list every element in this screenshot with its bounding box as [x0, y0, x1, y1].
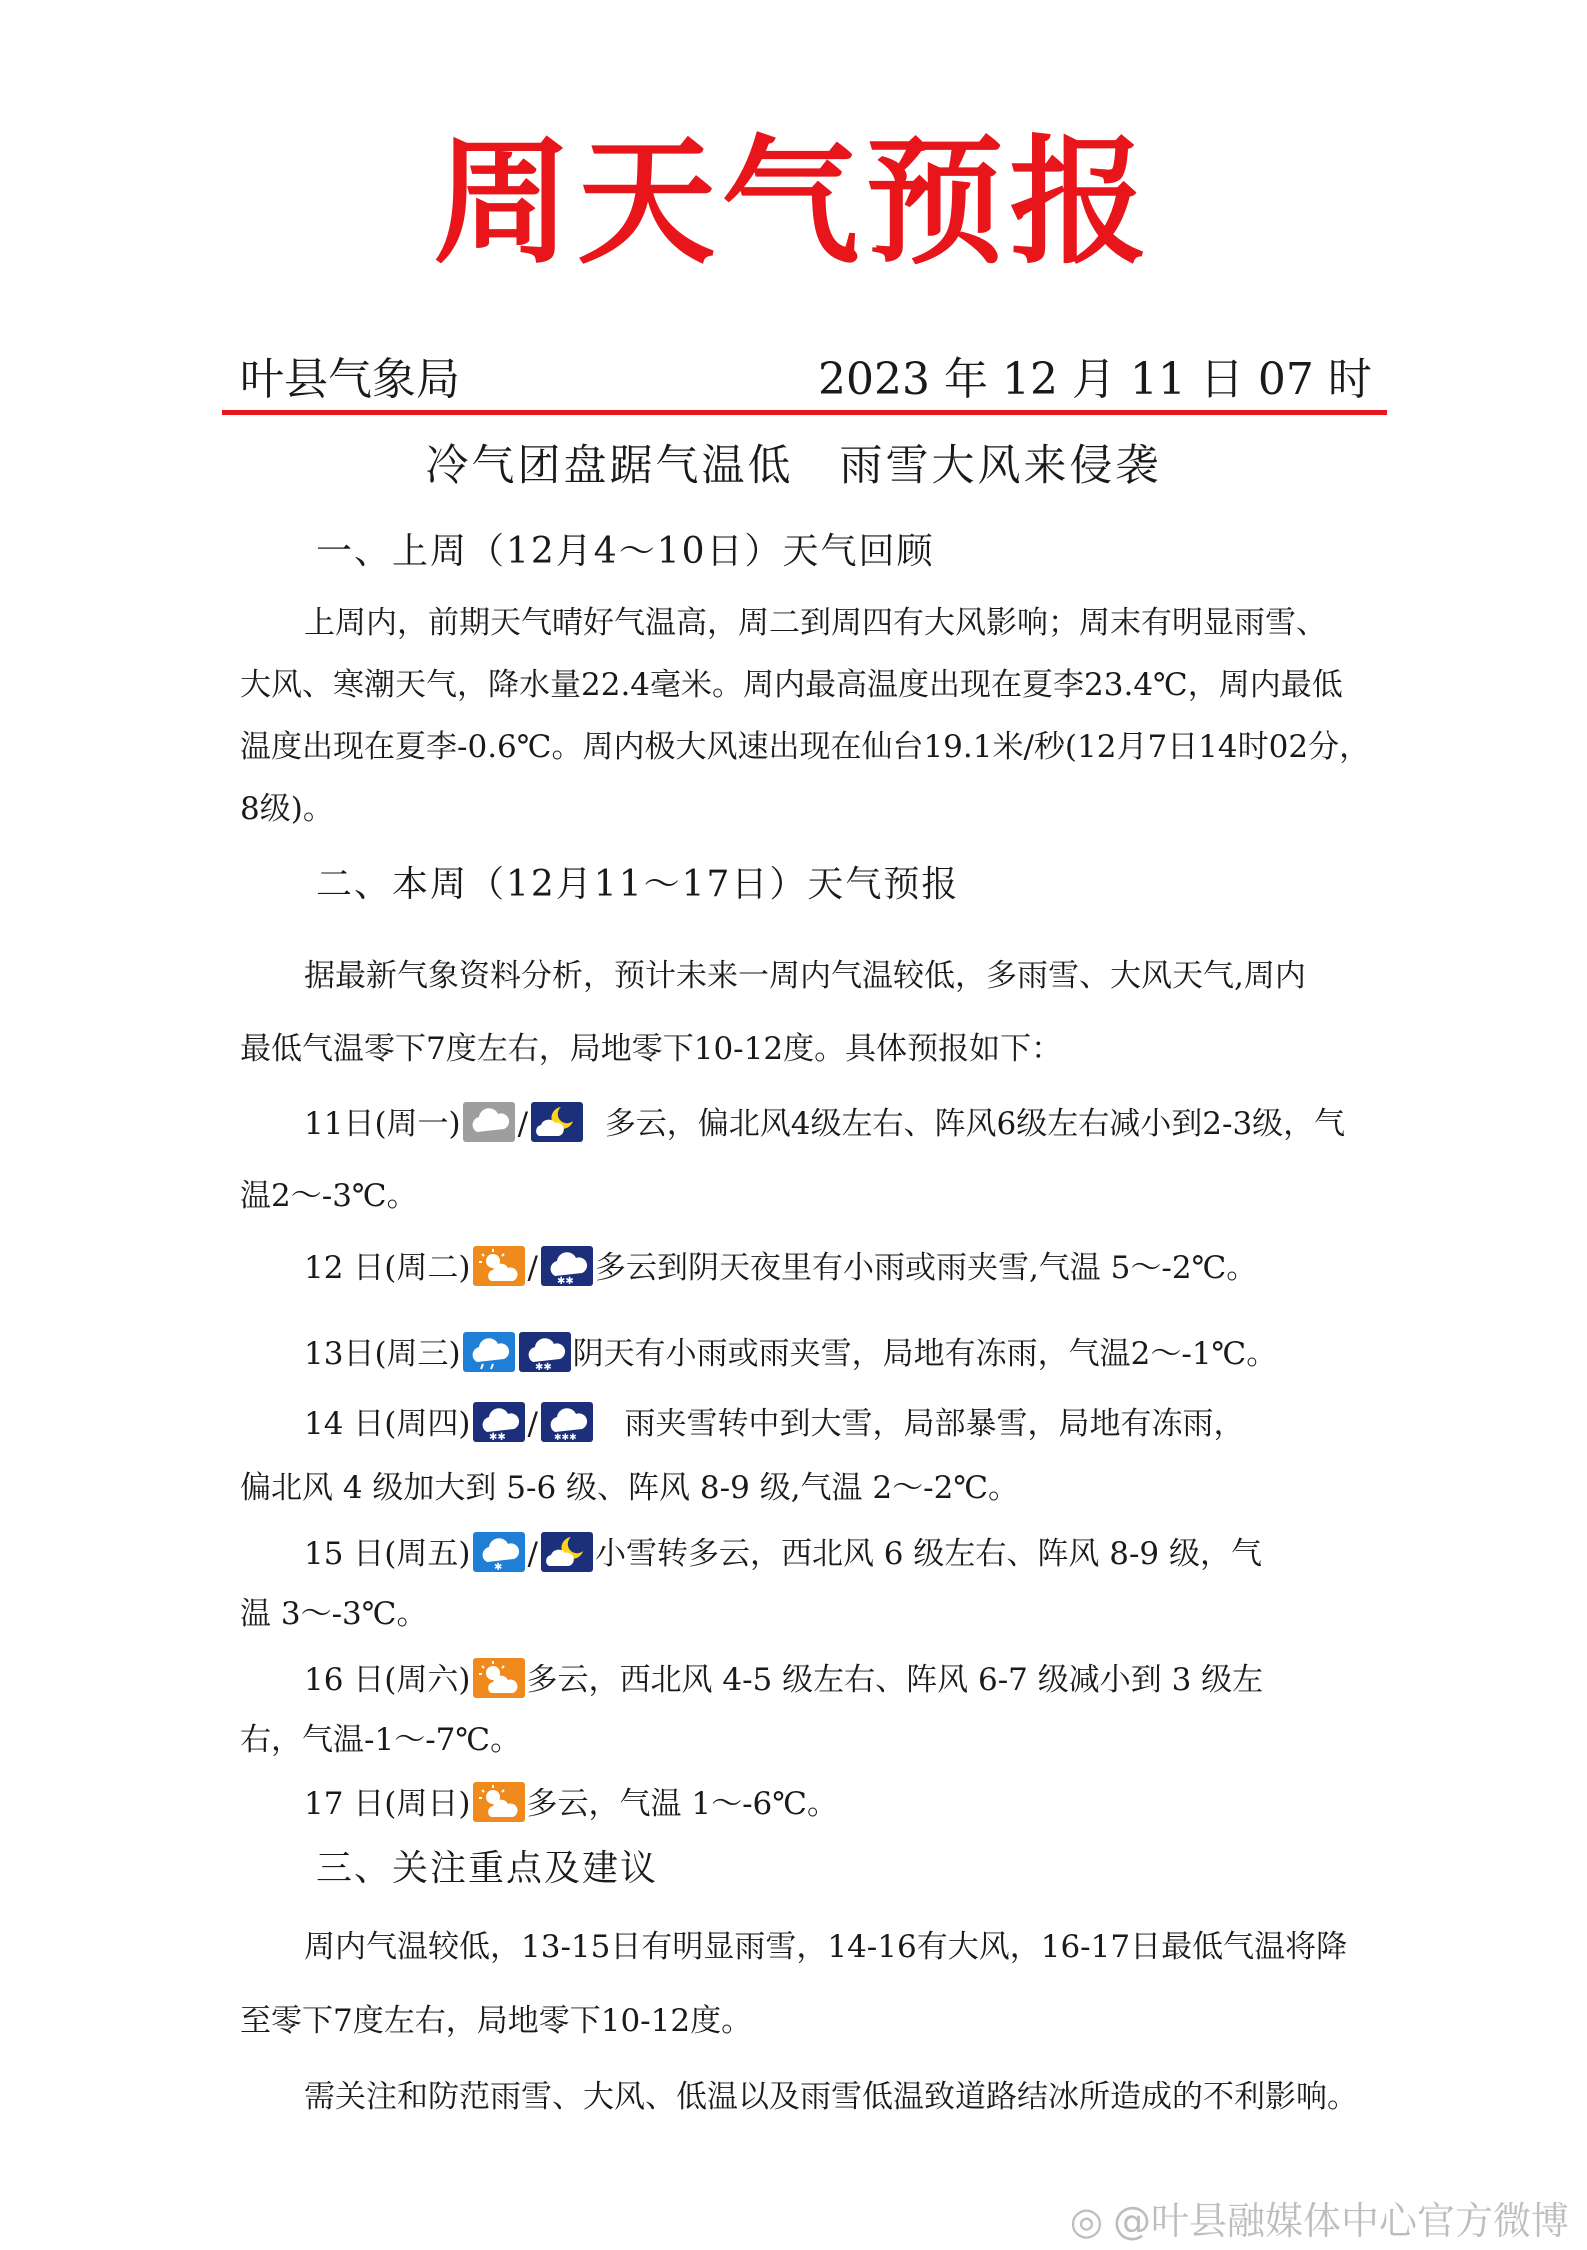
issue-datetime: 2023 年 12 月 11 日 07 时 — [818, 354, 1372, 405]
day-row-12: 12 日(周二) / ✱✱ 多云到阴天夜里有小雨或雨夹雪,气温 5～-2℃。 — [304, 1240, 1257, 1296]
watermark — [1070, 2190, 1569, 2245]
review-line-1: 上周内，前期天气晴好气温高，周二到周四有大风影响；周末有明显雨雪、 — [304, 605, 1327, 641]
review-heading: 一、上周（12月4～10日）天气回顾 — [316, 531, 935, 572]
light-snow-icon — [473, 1532, 525, 1572]
day-label: 17 日(周日) — [304, 1786, 471, 1822]
day-label: 15 日(周五) — [304, 1536, 471, 1572]
sun-cloud-icon — [473, 1782, 525, 1822]
agency-name: 叶县气象局 — [240, 354, 460, 405]
day-label: 16 日(周六) — [304, 1662, 471, 1698]
svg-text:✱✱: ✱✱ — [556, 1276, 574, 1286]
day-row-15: 15 日(周五) ✱ / 小雪转多云，西北风 6 级左右、阵风 8-9 级，气 — [304, 1526, 1262, 1582]
svg-text:✱✱✱: ✱✱✱ — [553, 1433, 577, 1442]
advice-line-1: 周内气温较低，13-15日有明显雨雪，14-16有大风，16-17日最低气温将降 — [304, 1929, 1348, 1965]
sun-cloud-icon — [473, 1246, 525, 1286]
heavy-snow-icon — [541, 1402, 593, 1442]
day-row-11-cont: 温2～-3℃。 — [240, 1178, 418, 1214]
rain-snow-icon — [519, 1332, 571, 1372]
page-title: 周天气预报 — [433, 122, 1154, 283]
forecast-intro-line-1: 据最新气象资料分析，预计未来一周内气温较低，多雨雪、大风天气,周内 — [304, 958, 1306, 994]
day-row-17 — [304, 1776, 838, 1832]
day-row-14: 14 日(周四) ✱✱ / ✱✱✱ 雨夹雪转中到大雪，局部暴雪，局地有冻雨， — [304, 1396, 1245, 1452]
day-label: 12 日(周二) — [304, 1250, 471, 1286]
day-text: 多云到阴天夜里有小雨或雨夹雪,气温 5～-2℃。 — [594, 1250, 1258, 1286]
svg-text:✱✱: ✱✱ — [534, 1362, 552, 1372]
svg-text:✱: ✱ — [493, 1562, 502, 1572]
day-text: 阴天有小雨或雨夹雪，局地有冻雨，气温2～-1℃。 — [572, 1336, 1278, 1372]
light-rain-icon — [463, 1332, 515, 1372]
forecast-heading: 二、本周（12月11～17日）天气预报 — [316, 864, 960, 905]
advice-line-3: 需关注和防范雨雪、大风、低温以及雨雪低温致道路结冰所造成的不利影响。 — [304, 2079, 1358, 2115]
review-line-4: 8级)。 — [240, 791, 334, 827]
day-row-15-cont: 温 3～-3℃。 — [240, 1596, 428, 1632]
advice-line-2: 至零下7度左右，局地零下10-12度。 — [240, 2003, 753, 2039]
day-row-13 — [304, 1326, 1277, 1382]
day-label: 11日(周一) — [304, 1106, 461, 1142]
weibo-logo-icon: ◎ — [1069, 2199, 1103, 2243]
rain-snow-icon — [541, 1246, 593, 1286]
rain-snow-icon — [473, 1402, 525, 1442]
day-label: 14 日(周四) — [304, 1406, 471, 1442]
review-line-3: 温度出现在夏李-0.6℃。周内极大风速出现在仙台19.1米/秒(12月7日14时02分， — [240, 729, 1371, 765]
day-row-14-cont: 偏北风 4 级加大到 5-6 级、阵风 8-9 级,气温 2～-2℃。 — [240, 1470, 1019, 1506]
moon-cloud-icon — [531, 1102, 583, 1142]
day-row-16-cont: 右，气温-1～-7℃。 — [240, 1722, 522, 1758]
cloudy-icon — [463, 1102, 515, 1142]
advice-heading: 三、关注重点及建议 — [316, 1848, 659, 1889]
day-text: 多云，西北风 4-5 级左右、阵风 6-7 级减小到 3 级左 — [526, 1662, 1264, 1698]
day-row-11: 11日(周一) / 多云，偏北风4级左右、阵风6级左右减小到2-3级，气 — [304, 1096, 1345, 1152]
forecast-intro-line-2: 最低气温零下7度左右，局地零下10-12度。具体预报如下： — [240, 1031, 1063, 1067]
forecast-headline: 冷气团盘踞气温低 雨雪大风来侵袭 — [425, 441, 1162, 491]
moon-cloud-icon — [541, 1532, 593, 1572]
day-text: 小雪转多云，西北风 6 级左右、阵风 8-9 级，气 — [594, 1536, 1263, 1572]
header-divider — [222, 410, 1387, 415]
sun-cloud-icon — [473, 1658, 525, 1698]
watermark-text: @叶县融媒体中心官方微博 — [1112, 2199, 1569, 2243]
day-text: 雨夹雪转中到大雪，局部暴雪，局地有冻雨， — [624, 1406, 1245, 1442]
review-line-2: 大风、寒潮天气，降水量22.4毫米。周内最高温度出现在夏李23.4℃，周内最低 — [240, 667, 1343, 703]
day-row-16 — [304, 1652, 1263, 1708]
svg-text:✱✱: ✱✱ — [488, 1432, 506, 1442]
day-text: 多云，气温 1～-6℃。 — [526, 1786, 838, 1822]
day-label: 13日(周三) — [304, 1336, 461, 1372]
day-text: 多云，偏北风4级左右、阵风6级左右减小到2-3级，气 — [604, 1106, 1346, 1142]
